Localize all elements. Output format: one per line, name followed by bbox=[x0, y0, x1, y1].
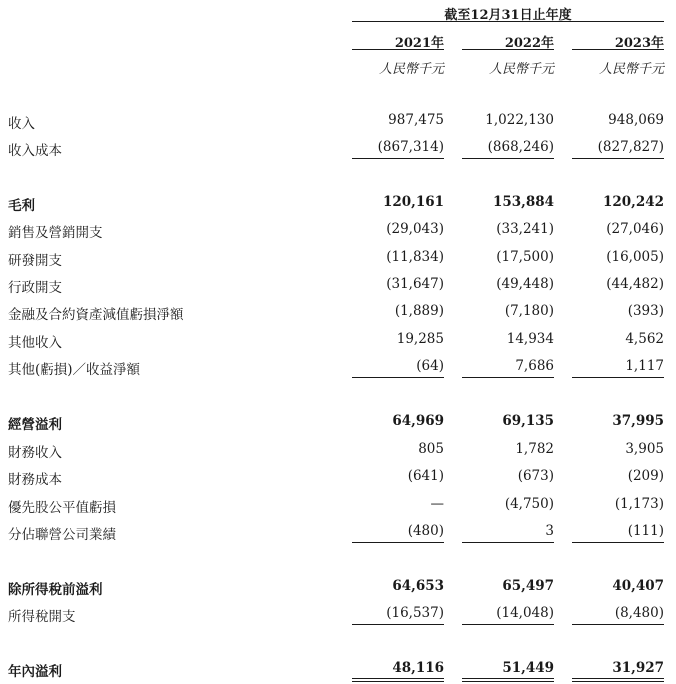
value-2021: (641) bbox=[407, 468, 444, 484]
row-label: 所得稅開支 bbox=[8, 609, 76, 625]
subtotal-rule bbox=[572, 377, 664, 378]
total-double-rule bbox=[462, 678, 554, 682]
value-2022: 153,884 bbox=[492, 194, 554, 210]
row-other-income bbox=[0, 331, 676, 351]
value-2022: (4,750) bbox=[504, 496, 554, 512]
row-operating-profit bbox=[0, 413, 676, 433]
value-2023: 120,242 bbox=[602, 194, 664, 210]
year-header-2022: 2022年 bbox=[504, 36, 554, 51]
row-impairment-losses bbox=[0, 303, 676, 323]
row-research-development bbox=[0, 249, 676, 269]
row-other-gains-losses bbox=[0, 358, 676, 378]
value-2021: (11,834) bbox=[386, 249, 444, 265]
row-profit-for-year bbox=[0, 660, 676, 680]
row-income-tax bbox=[0, 605, 676, 625]
value-2021: (29,043) bbox=[386, 221, 444, 237]
subtotal-rule bbox=[462, 542, 554, 543]
row-label: 其他(虧損)／收益淨額 bbox=[8, 362, 141, 378]
row-label: 毛利 bbox=[8, 198, 35, 214]
year-rule-2022 bbox=[462, 49, 554, 50]
subtotal-rule bbox=[572, 158, 664, 159]
value-2021: 987,475 bbox=[388, 112, 444, 128]
value-2022: (14,048) bbox=[496, 605, 554, 621]
year-header-2021: 2021年 bbox=[394, 36, 444, 51]
value-2023: (16,005) bbox=[606, 249, 664, 265]
value-2023: 4,562 bbox=[625, 331, 664, 347]
value-2023: 1,117 bbox=[625, 358, 664, 374]
row-label: 研發開支 bbox=[8, 253, 62, 269]
row-label: 收入成本 bbox=[8, 143, 62, 159]
value-2022: 1,022,130 bbox=[485, 112, 554, 128]
row-administrative bbox=[0, 276, 676, 296]
value-2023: (27,046) bbox=[606, 221, 664, 237]
value-2023: 37,995 bbox=[612, 413, 664, 429]
unit-label-2023: 人民幣千元 bbox=[598, 62, 664, 77]
subtotal-rule bbox=[352, 377, 444, 378]
value-2023: (393) bbox=[627, 303, 664, 319]
row-gross-profit bbox=[0, 194, 676, 214]
subtotal-rule bbox=[572, 542, 664, 543]
total-double-rule bbox=[572, 678, 664, 682]
value-2022: 51,449 bbox=[502, 660, 554, 676]
value-2021: (1,889) bbox=[394, 303, 444, 319]
subtotal-rule bbox=[572, 624, 664, 625]
value-2022: (673) bbox=[517, 468, 554, 484]
value-2023: (1,173) bbox=[614, 496, 664, 512]
value-2022: (17,500) bbox=[496, 249, 554, 265]
value-2023: (209) bbox=[627, 468, 664, 484]
value-2022: 69,135 bbox=[502, 413, 554, 429]
value-2021: 19,285 bbox=[396, 331, 444, 347]
row-revenue bbox=[0, 112, 676, 132]
row-label: 經營溢利 bbox=[8, 417, 62, 433]
row-finance-costs bbox=[0, 468, 676, 488]
value-2021: 805 bbox=[418, 441, 444, 457]
value-2022: 3 bbox=[545, 523, 554, 539]
row-label: 財務收入 bbox=[8, 445, 62, 461]
value-2022: (49,448) bbox=[496, 276, 554, 292]
subtotal-rule bbox=[352, 158, 444, 159]
period-header: 截至12月31日止年度 bbox=[444, 8, 572, 23]
value-2022: (7,180) bbox=[504, 303, 554, 319]
value-2023: 3,905 bbox=[625, 441, 664, 457]
value-2022: 65,497 bbox=[502, 578, 554, 594]
value-2022: (33,241) bbox=[496, 221, 554, 237]
row-share-of-associates bbox=[0, 523, 676, 543]
row-cost-of-revenue bbox=[0, 139, 676, 159]
subtotal-rule bbox=[352, 542, 444, 543]
row-label: 其他收入 bbox=[8, 335, 62, 351]
value-2021: (16,537) bbox=[386, 605, 444, 621]
row-label: 金融及合約資產減值虧損淨額 bbox=[8, 307, 184, 323]
subtotal-rule bbox=[462, 624, 554, 625]
value-2023: (827,827) bbox=[597, 139, 664, 155]
unit-label-2021: 人民幣千元 bbox=[378, 62, 444, 77]
row-label: 優先股公平值虧損 bbox=[8, 500, 116, 516]
row-label: 銷售及營銷開支 bbox=[8, 225, 103, 241]
value-2021: 120,161 bbox=[382, 194, 444, 210]
value-2021: (31,647) bbox=[386, 276, 444, 292]
year-rule-2021 bbox=[352, 49, 444, 50]
value-2023: 948,069 bbox=[608, 112, 664, 128]
value-2023: (111) bbox=[627, 523, 664, 539]
row-label: 收入 bbox=[8, 116, 35, 132]
subtotal-rule bbox=[462, 158, 554, 159]
subtotal-rule bbox=[462, 377, 554, 378]
year-rule-2023 bbox=[572, 49, 664, 50]
value-2022: 7,686 bbox=[515, 358, 554, 374]
value-2022: 1,782 bbox=[515, 441, 554, 457]
year-header-2023: 2023年 bbox=[614, 36, 664, 51]
total-double-rule bbox=[352, 678, 444, 682]
value-2021: 48,116 bbox=[392, 660, 444, 676]
unit-label-2022: 人民幣千元 bbox=[488, 62, 554, 77]
row-label: 行政開支 bbox=[8, 280, 62, 296]
row-profit-before-tax bbox=[0, 578, 676, 598]
row-label: 除所得稅前溢利 bbox=[8, 582, 103, 598]
value-2023: 40,407 bbox=[612, 578, 664, 594]
row-selling-marketing bbox=[0, 221, 676, 241]
value-2022: 14,934 bbox=[506, 331, 554, 347]
period-header-rule bbox=[352, 21, 664, 22]
value-2021: 64,969 bbox=[392, 413, 444, 429]
row-preferred-shares-fv-loss bbox=[0, 496, 676, 516]
value-2023: (8,480) bbox=[614, 605, 664, 621]
row-label: 財務成本 bbox=[8, 472, 62, 488]
value-2022: (868,246) bbox=[487, 139, 554, 155]
value-2021: (64) bbox=[416, 358, 444, 374]
value-2021: (480) bbox=[407, 523, 444, 539]
row-label: 分佔聯營公司業績 bbox=[8, 527, 116, 543]
value-2021: 64,653 bbox=[392, 578, 444, 594]
row-finance-income bbox=[0, 441, 676, 461]
value-2021: — bbox=[430, 496, 444, 512]
subtotal-rule bbox=[352, 624, 444, 625]
value-2023: (44,482) bbox=[606, 276, 664, 292]
row-label: 年內溢利 bbox=[8, 664, 62, 680]
value-2023: 31,927 bbox=[612, 660, 664, 676]
value-2021: (867,314) bbox=[377, 139, 444, 155]
